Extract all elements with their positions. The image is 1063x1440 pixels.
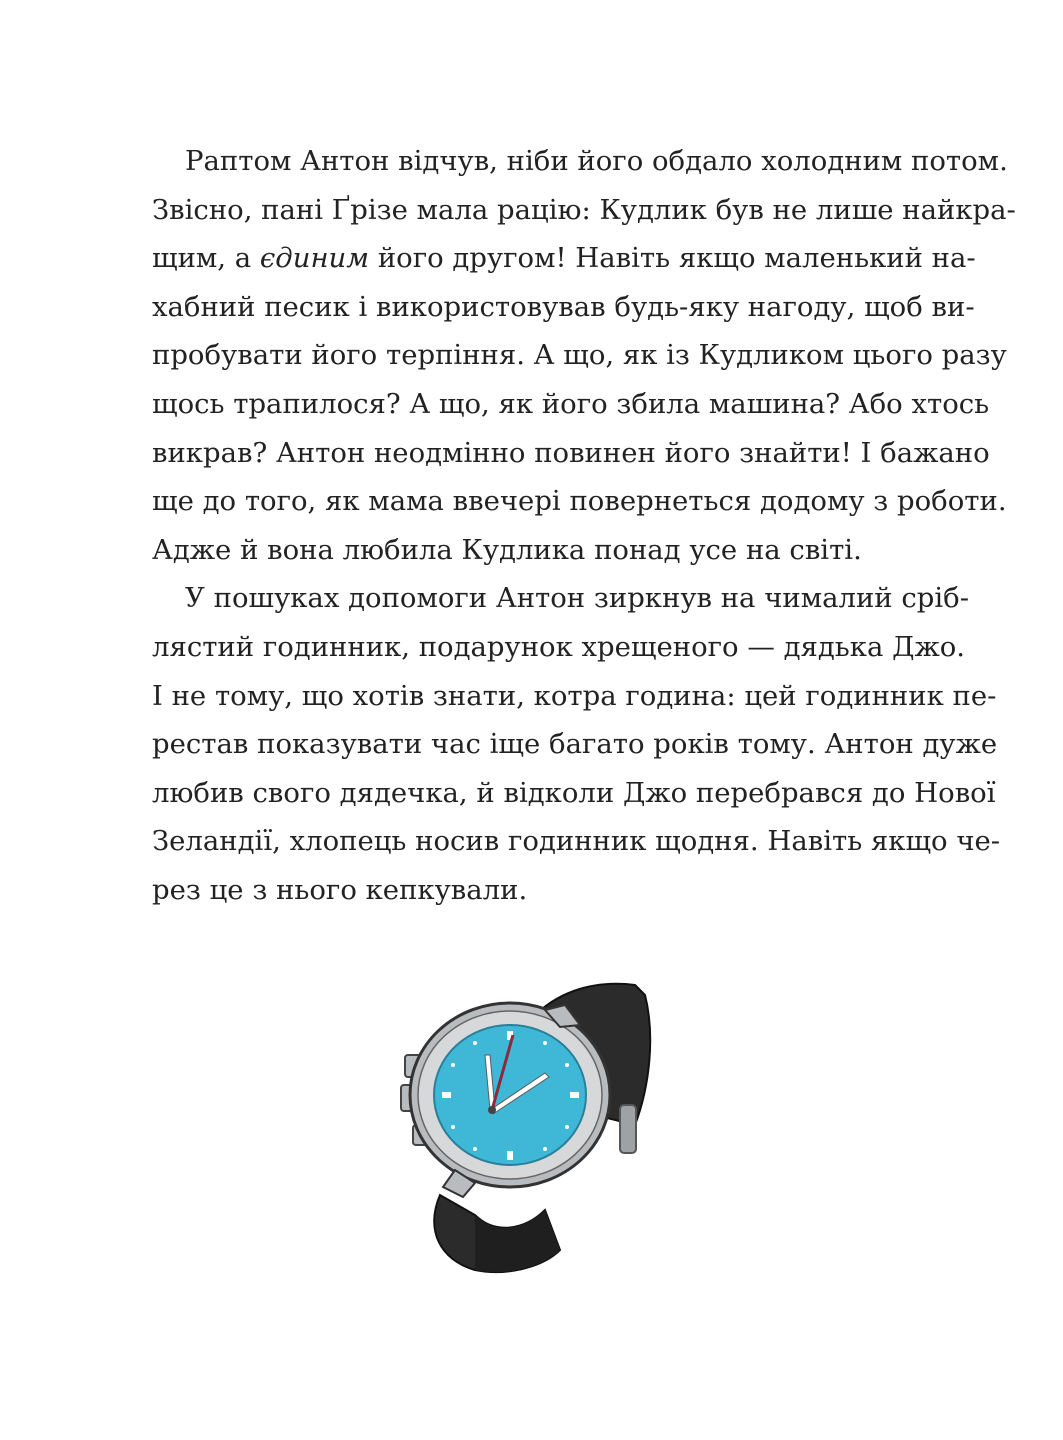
text-fragment: щим, а — [152, 242, 260, 275]
text-line: хабний песик і використовував будь-яку нагоду, щоб ви- — [152, 290, 975, 323]
text-line: щось трапилося? А що, як його збила машина? Або хтось — [152, 387, 990, 420]
text-line: рестав показувати час іще багато років тому. Антон дуже — [152, 728, 998, 761]
text-line — [152, 574, 970, 623]
text-line: ще до того, як мама ввечері повернеться додому з роботи. — [152, 485, 1007, 518]
text-fragment: його другом! Навіть якщо маленький на- — [369, 242, 976, 275]
emphasized-word: єдиним — [259, 242, 370, 275]
text-line: рез це з нього кепкували. — [152, 873, 528, 906]
wristwatch-illustration — [345, 965, 725, 1285]
text-line: пробувати його терпіння. А що, як із Кудликом цього разу — [152, 339, 1007, 372]
text-line: Зеландії, хлопець носив годинник щодня. Навіть якщо че- — [152, 825, 1001, 858]
text-line: любив свого дядечка, й відколи Джо перебрався до Нової — [152, 776, 996, 809]
text-line: І не тому, що хотів знати, котра година: цей годинник пе- — [152, 679, 997, 712]
text-line: лястий годинник, подарунок хрещеного — дядька Джо. — [152, 630, 966, 663]
text-fragment: У пошуках допомоги Антон зиркнув на чималий срі — [185, 582, 944, 615]
text-line: Звісно, пані Ґрізе мала рацію: Кудлик був не лише найкра- — [152, 193, 1016, 226]
text-line — [152, 234, 976, 283]
wristwatch-icon — [345, 965, 725, 1285]
text-line: Адже й вона любила Кудлика понад усе на світі. — [152, 533, 862, 566]
text-fragment: б- — [943, 582, 970, 615]
body-text — [152, 137, 1016, 915]
text-line: викрав? Антон неодмінно повинен його знайти! І бажано — [152, 436, 990, 469]
text-line: Раптом Антон відчув, ніби його обдало холодним потом. — [185, 145, 1008, 177]
